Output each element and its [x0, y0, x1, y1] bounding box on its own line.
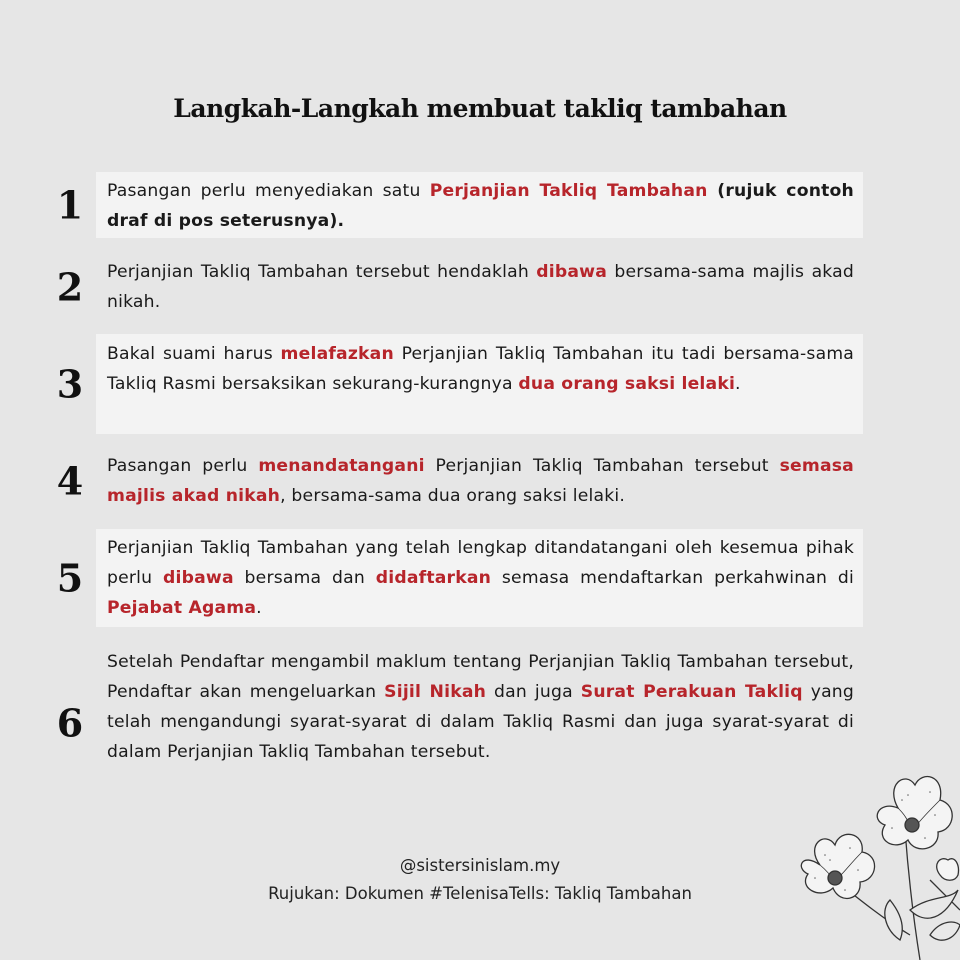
footer-reference: Rujukan: Dokumen #TelenisaTells: Takliq Tambahan: [268, 884, 692, 903]
step-text-segment: Perjanjian Takliq Tambahan tersebut: [424, 456, 780, 476]
step-text-segment: bersama-sama majlis akad nikah.: [107, 262, 855, 312]
highlight-text: Perjanjian Takliq Tambahan: [429, 181, 708, 201]
step-number: 3: [56, 361, 84, 407]
step-number: 4: [56, 458, 84, 504]
step-text: [107, 647, 854, 767]
highlight-text: melafazkan: [280, 344, 394, 364]
highlight-text: menandatangani: [258, 456, 425, 476]
step-text-segment: .: [256, 598, 262, 618]
step-text-segment: Pasangan perlu menyediakan satu: [107, 181, 430, 201]
step-text-segment: Perjanjian Takliq Tambahan yang telah lengkap ditandatangani oleh kesemua pihak perlu: [107, 538, 854, 588]
highlight-text: semasa majlis akad nikah: [107, 456, 854, 506]
step-number: 5: [56, 555, 84, 601]
step-text-segment: dan juga: [486, 682, 581, 702]
highlight-text: dibawa: [536, 262, 608, 282]
step-4: [0, 448, 960, 514]
step-text-segment: yang telah mengandungi syarat-syarat di dalam Takliq Rasmi dan juga syarat-syarat di dalam Perjanjian Takliq Tambahan tersebut.: [107, 682, 855, 762]
step-text-segment: Pasangan perlu: [107, 456, 259, 476]
step-text: [107, 451, 854, 511]
step-text: [107, 176, 854, 236]
highlight-text: Sijil Nikah: [384, 682, 487, 702]
step-number: 2: [56, 264, 84, 310]
step-text-segment: bersama dan: [233, 568, 376, 588]
highlight-text: dibawa: [163, 568, 234, 588]
step-text-segment: (rujuk contoh draf di pos seterusnya).: [107, 181, 854, 231]
footer-handle: @sistersinislam.my: [399, 856, 561, 875]
step-text-segment: Perjanjian Takliq Tambahan itu tadi bersama-sama Takliq Rasmi bersaksikan sekurang-kurangnya: [107, 344, 854, 394]
highlight-text: didaftarkan: [375, 568, 492, 588]
step-text-segment: semasa mendaftarkan perkahwinan di: [491, 568, 854, 588]
step-5: [0, 529, 960, 627]
step-text-segment: .: [735, 374, 741, 394]
step-number: 1: [56, 182, 84, 228]
flower-illustration: [790, 770, 960, 960]
step-text: [107, 257, 854, 317]
step-3: [0, 334, 960, 434]
step-text: [107, 533, 854, 623]
step-text-segment: Setelah Pendaftar mengambil maklum tentang Perjanjian Takliq Tambahan tersebut, Pendaftar akan mengeluarkan: [107, 652, 854, 702]
highlight-text: Pejabat Agama: [107, 598, 257, 618]
step-number: 6: [56, 700, 84, 746]
step-text-segment: Bakal suami harus: [107, 344, 281, 364]
step-text-segment: Perjanjian Takliq Tambahan tersebut hendaklah: [107, 262, 537, 282]
step-text: [107, 339, 854, 399]
highlight-text: dua orang saksi lelaki: [518, 374, 736, 394]
step-2: [0, 254, 960, 320]
step-text-segment: , bersama-sama dua orang saksi lelaki.: [280, 486, 626, 506]
step-1: [0, 172, 960, 238]
highlight-text: Surat Perakuan Takliq: [580, 682, 803, 702]
page-title: Langkah-Langkah membuat takliq tambahan: [173, 94, 787, 123]
